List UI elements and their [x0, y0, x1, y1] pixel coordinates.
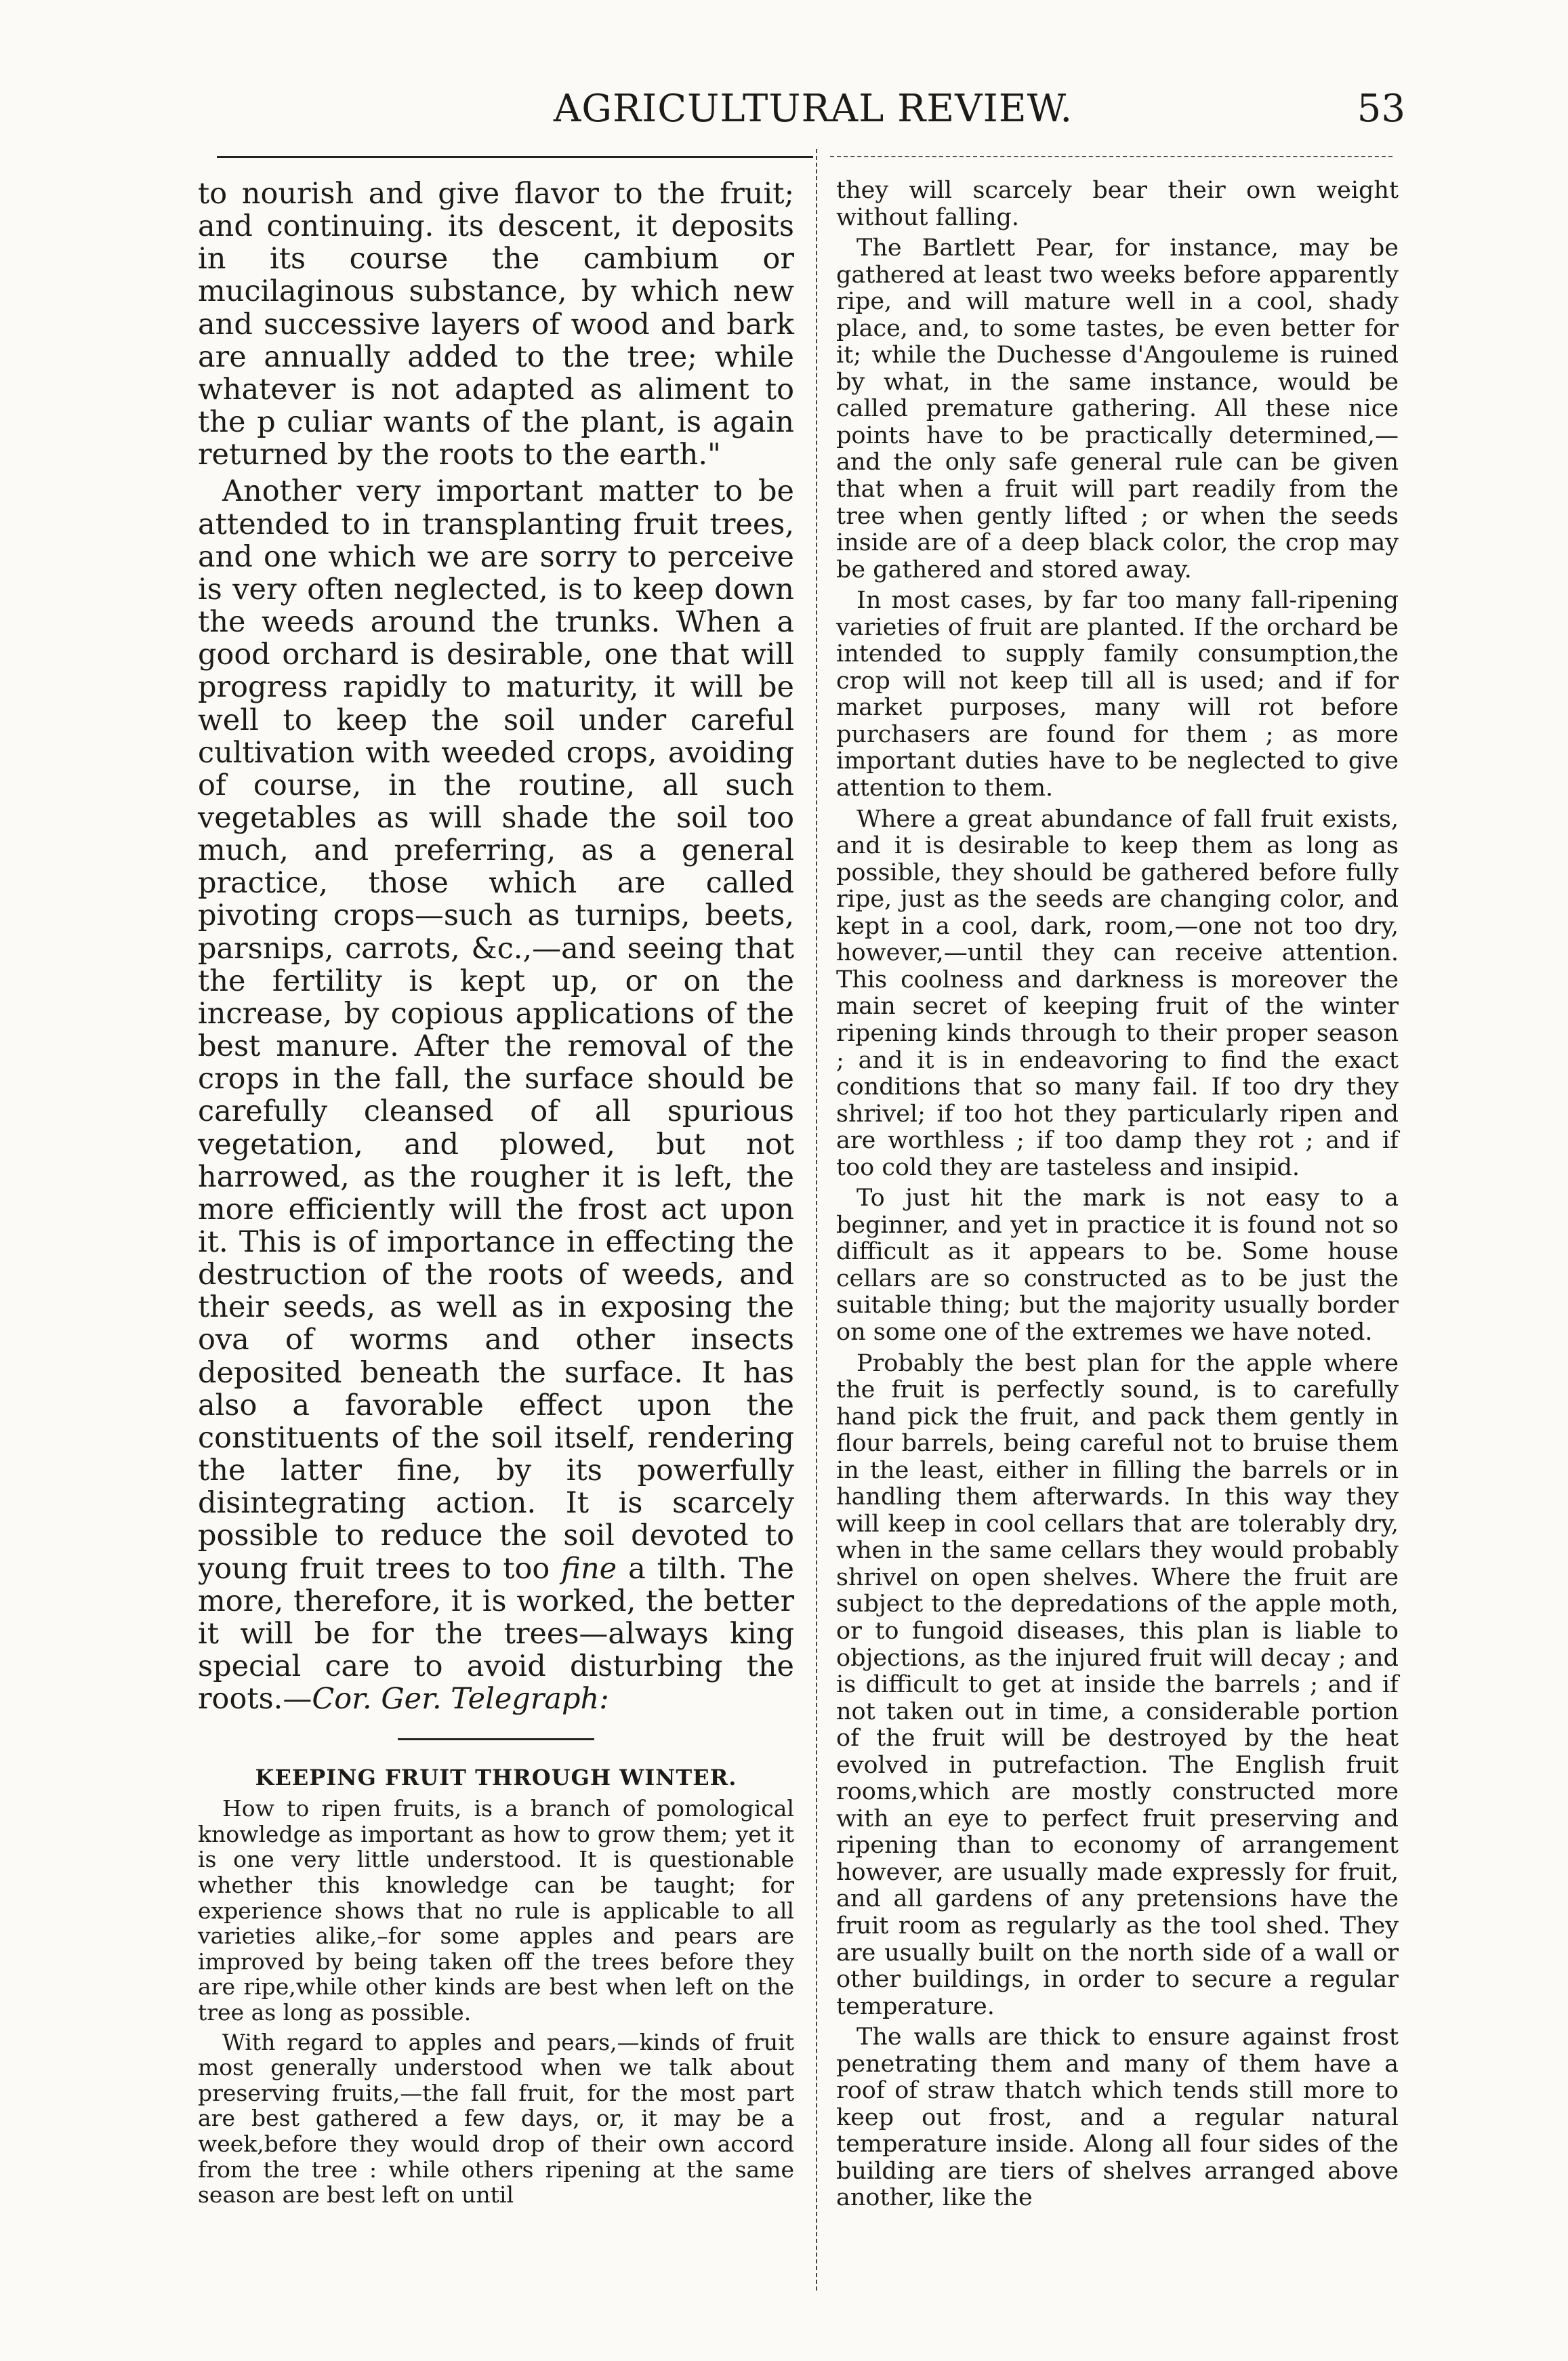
right-paragraph-4: Where a great abundance of fall fruit exists, and it is desirable to keep them as long as possible, they should be gathered before fully ripe, just as the seeds are changing color, and kept in a cool, dark, room,—one not too dry, however,—until they can receive attention. This coolness and darkness is moreover the main secret of keeping fruit of the winter ripening kinds through to their proper season ; and it is in endeavoring to find the exact conditions that so many fail. If too dry they shrivel; if too hot they particularly ripen and are worthless ; if too damp they rot ; and if too cold they are tasteless and insipid. — [836, 805, 1399, 1181]
left-paragraph-2-text-a: Another very important matter to be attended to in transplanting fruit trees, and one which we are sorry to perceive is very often neglected, is to keep down the weeds around the trunks. When a good orchard is desirable, one that will progress rapidly to maturity, it will be well to keep the soil under careful cultivation with weeded crops, avoiding of course, in the routine, all such vegetables as will shade the soil too much, and preferring, as a general practice, those which are called pivoting crops—such as turnips, beets, parsnips, carrots, &c.,—and seeing that the fertility is kept up, or on the increase, by copious applications of the best manure. After the removal of the crops in the fall, the surface should be carefully cleansed of all spurious vegetation, and plowed, but not harrowed, as the rougher it is left, the more efficiently will the frost act upon it. This is of importance in effecting the destruction of the roots of weeds, and their seeds, as well as in exposing the ova of worms and other insects deposited beneath the surface. It has also a favorable effect upon the constituents of the soil itself, rendering the latter fine, by its powerfully disintegrating action. It is scarcely possible to reduce the soil devoted to young fruit trees to too — [198, 474, 794, 1586]
article-body — [198, 1796, 794, 2208]
left-paragraph-1: to nourish and give flavor to the fruit; and continuing. its descent, it deposits in its course the cambium or mucilaginous substance, by which new and successive layers of wood and bark are annually added to the tree; while whatever is not adapted as aliment to the p culiar wants of the plant, is again returned by the roots to the earth." — [198, 177, 794, 472]
right-paragraph-1: they will scarcely bear their own weight without falling. — [836, 177, 1399, 231]
page-header — [0, 87, 1568, 141]
page-number: 53 — [1357, 87, 1405, 131]
article-paragraph-2: With regard to apples and pears,—kinds of fruit most generally understood when we talk about preserving fruits,—the fall fruit, for the most part are best gathered a few days, or, it may be a week,before they would drop of their own accord from the tree : while others ripening at the same season are best left on until — [198, 2028, 794, 2209]
right-paragraph-2: The Bartlett Pear, for instance, may be gathered at least two weeks before apparently ripe, and will mature well in a cool, shady place, and, to some tastes, be even better for it; while the Duchesse d'Angouleme is ruined by what, in the same instance, would be called premature gathering. All these nice points have to be practically determined,—and the only safe general rule can be given that when a fruit will part readily from the tree when gently lifted ; or when the seeds inside are of a deep black color, the crop may be gathered and stored away. — [836, 234, 1399, 583]
right-paragraph-7: The walls are thick to ensure against frost penetrating them and many of them have a roof of straw thatch which tends still more to keep out frost, and a regular natural temperature inside. Along all four sides of the building are tiers of shelves arranged above another, like the — [836, 2024, 1399, 2212]
right-column — [836, 178, 1399, 2216]
article-paragraph-1: How to ripen fruits, is a branch of pomological knowledge as important as how to grow them; yet it is one very little understood. It is questionable whether this knowledge can be taught; for experience shows that no rule is applicable to all varieties alike,–for some apples and pears are improved by being taken off the trees before they are ripe,while other kinds are best when left on the tree as long as possible. — [198, 1795, 794, 2026]
fine-emphasis: fine — [561, 1551, 617, 1586]
header-rule-left — [217, 156, 813, 158]
left-paragraph-2 — [198, 475, 794, 1715]
column-divider — [816, 149, 817, 2291]
right-paragraph-5: To just hit the mark is not easy to a beginner, and yet in practice it is found not so difficult as it appears to be. Some house cellars are so constructed as to be just the suitable thing; but the majority usually border on some one of the extremes we have noted. — [836, 1185, 1399, 1346]
attribution: Cor. Ger. Telegraph: — [312, 1682, 609, 1717]
right-paragraph-3: In most cases, by far too many fall-ripening varieties of fruit are planted. If the orchard be intended to supply family consumption,the crop will not keep till all is used; and if for market purposes, many will rot before purchasers are found for them ; as more important duties have to be neglected to give attention to them. — [836, 587, 1399, 802]
right-paragraph-6: Probably the best plan for the apple where the fruit is perfectly sound, is to carefully hand pick the fruit, and pack them gently in flour barrels, being careful not to bruise them in the least, either in filling the barrels or in handling them afterwards. In this way they will keep in cool cellars that are tolerably dry, when in the same cellars they would probably shrivel on open shelves. Where the fruit are subject to the depredations of the apple moth, or to fungoid diseases, this plan is liable to objections, as the injured fruit will decay ; and is difficult to get at inside the barrels ; and if not taken out in time, a considerable portion of the fruit will be destroyed by the heat evolved in putrefaction. The English fruit rooms,which are mostly constructed more with an eye to perfect fruit preserving and ripening than to economy of arrangement however, are usually made expressly for fruit, and all gardens of any pretensions have the fruit room as regularly as the tool shed. They are usually built on the north side of a wall or other buildings, in order to secure a regular temperature. — [836, 1349, 1399, 2020]
header-rule-right — [830, 156, 1392, 157]
running-title: AGRICULTURAL REVIEW. — [553, 87, 1073, 131]
left-column — [198, 178, 794, 2212]
left-paragraph-2-text-b: a tilth. The more, therefore, it is worked, the better it will be for the trees—always king special care to avoid disturbing the roots.— — [198, 1551, 794, 1717]
section-title: KEEPING FRUIT THROUGH WINTER. — [255, 1765, 737, 1791]
section-divider — [398, 1738, 594, 1740]
